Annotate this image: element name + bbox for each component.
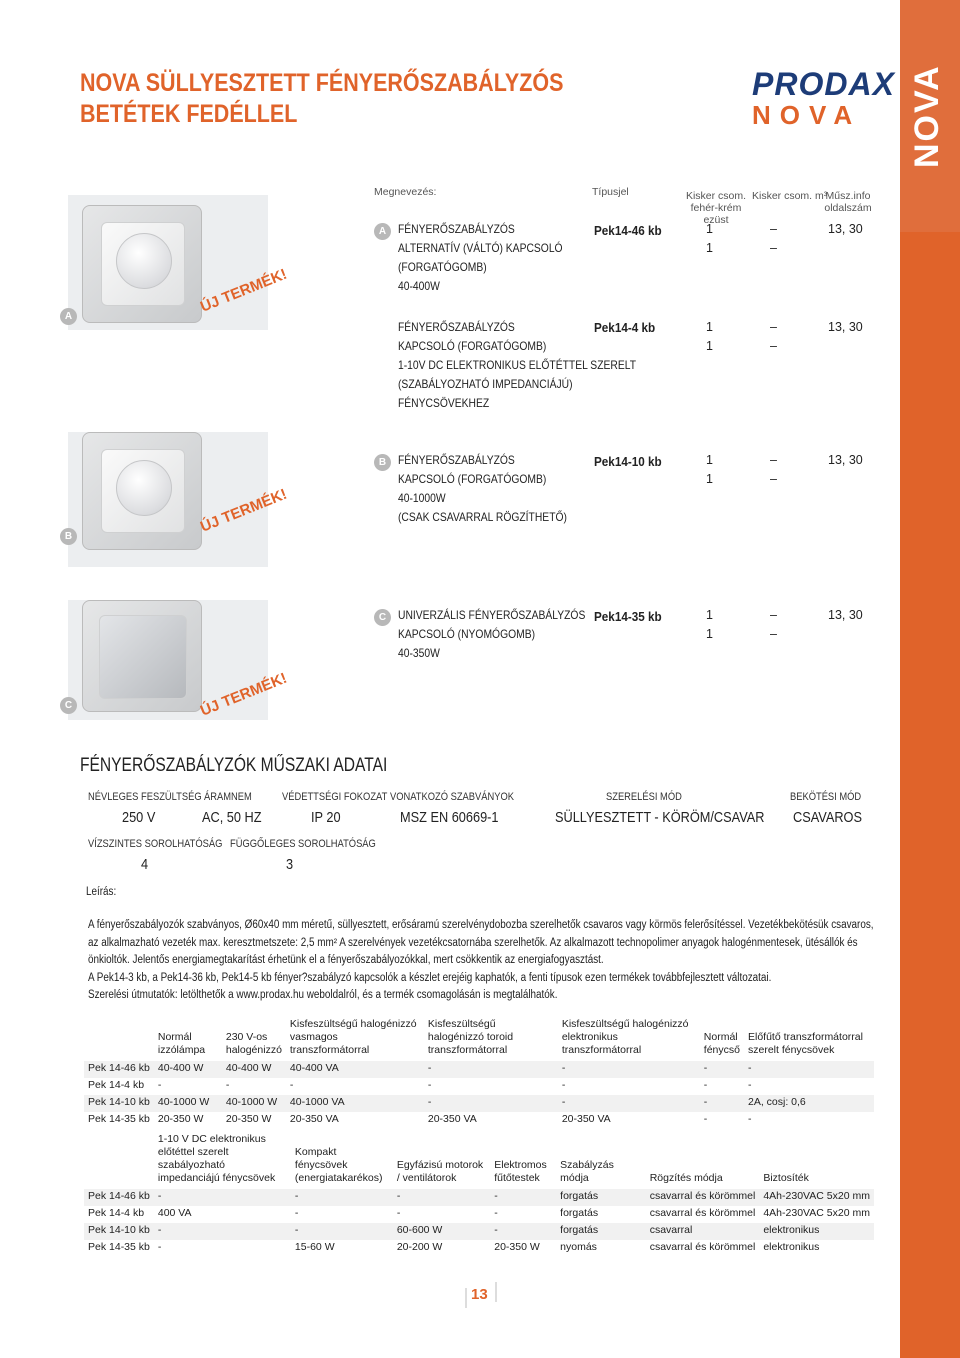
table-row: Pek 14-10 kb 40-1000 W 40-1000 W 40-1000 VA - - - 2A, cosj: 0,6 [84,1095,874,1112]
spec-value: CSAVAROS [793,809,862,826]
page-number: 13 [458,1280,503,1310]
product-code: Pek14-10 kb [594,454,662,469]
product-qty: 1 1 [706,320,713,353]
load-table-2 [84,1132,874,1257]
new-product-tag: ÚJ TERMÉK! [198,669,290,720]
spec-header: NÉVLEGES FESZÜLTSÉG [88,791,202,803]
table-header-row: 1-10 V DC elektronikus előtéttel szerelt szabályozható impedanciájú fénycsövek Kompakt fénycsövek (energiatakarékos) Egyfázisú motorok / ventilátorok Elektromos fűtőtestek Szabályzás módja Rögzítés módja Biztosíték [157,1133,809,1184]
table-row: Pek 14-4 kb - - - - - - - [88,1079,752,1091]
product-qty: 1 1 [706,608,713,641]
product-page: 13, 30 [828,453,863,467]
product-photo-b [68,432,268,567]
col-page-header: Műsz.info oldalszám [824,190,872,214]
knob-icon [116,460,172,516]
specs-title: FÉNYERŐSZABÁLYZÓK MŰSZAKI ADATAI [80,755,388,776]
spec-value: AC, 50 HZ [202,809,262,826]
spec-header: VÉDETTSÉGI FOKOZAT [282,791,388,803]
table-row: Pek 14-46 kb - - - - forgatás csavarral és körömmel 4Ah-230VAC 5x20 mm [84,1189,874,1206]
table-row: Pek 14-4 kb 400 VA - - - forgatás csavarral és körömmel 4Ah-230VAC 5x20 mm [88,1207,870,1219]
description-text: A fényerőszabályozók szabványos, Ø60x40 mm méretű, süllyesztett, erősáramú szerelvénydobozba szerelhetők csavaros vagy körmös felerősítéssel. Vezetékbekötésük csavaros, az alkalmazható vezeték max. keresztmetszete: 2,5 mm² A szerelvények vezetékcsatornába szerelhetők. Az alkalmazott technopolimer anyagok halogénmentesek, ütésállók és önkioltók. Jelentős energiamegtakarítást érhetünk el a fényerőszabályozókkal, mert csökkentik az energiafogyasztást. A Pek14-3 kb, a Pek14-36 kb, Pek14-5 kb fényer?szabályzó kapcsolók a készlet erejéig kaphatók, a fenti típusok ezen termékek továbbfejlesztett változatai. Szerelési útmutatók: letölthetők a www.prodax.hu weboldalról, és a termék csomagolásán is megtalálhatók. [88,919,874,1001]
spec-value: SÜLLYESZTETT - KÖRÖM/CSAVAR [555,809,765,826]
page-title: NOVA SÜLLYESZTETT FÉNYERŐSZABÁLYZÓS BETÉTEK FEDÉLLEL [80,69,564,128]
product-code: Pek14-35 kb [594,609,662,624]
spec-header: ÁRAMNEM [204,791,252,803]
table-row: Pek 14-46 kb 40-400 W 40-400 W 40-400 VA - - - - [84,1061,874,1078]
side-tab-label: NOVA [908,64,946,168]
col-retail2-header: Kisker csom. m³ [752,190,828,202]
product-marker-a: A [374,223,391,240]
col-type-header: Típusjel [592,186,629,198]
product-dash: – – [770,222,777,255]
product-marker-c: C [374,609,391,626]
product-qty: 1 1 [706,222,713,255]
product-description: FÉNYERŐSZABÁLYZÓS KAPCSOLÓ (FORGATÓGOMB) 1-10V DC ELEKTRONIKUS ELŐTÉTTEL SZERELT (SZABÁLYOZHATÓ IMPEDANCIÁJÚ) FÉNYCSÖVEKHEZ [398,320,637,410]
product-description: FÉNYERŐSZABÁLYZÓS KAPCSOLÓ (FORGATÓGOMB) 40-1000W (CSAK CSAVARRAL RÖGZÍTHETŐ) [398,453,567,524]
spec-value: 3 [286,856,294,873]
spec-header: FÜGGŐLEGES SOROLHATÓSÁG [230,838,376,850]
product-dash: – – [770,320,777,353]
product-photo-a [68,195,268,330]
spec-value: IP 20 [311,809,341,826]
spec-value: 4 [141,856,149,873]
description-label: Leírás: [86,886,117,898]
photo-label-c: C [60,697,77,714]
product-dash: – – [770,453,777,486]
knob-icon [116,233,172,289]
product-dash: – – [770,608,777,641]
spec-value: 250 V [122,809,156,826]
side-tab [900,0,960,232]
product-code: Pek14-46 kb [594,223,662,238]
spec-value: MSZ EN 60669-1 [400,809,499,826]
table-header-row: Normál izzólámpa 230 V-os halogénizzó Kisfeszültségű halogénizzó vasmagos transzformátorral Kisfeszültségű halogénizzó toroid transzformátorral Kisfeszültségű halogénizzó elektronikus transzformátorral Normál fénycső Előfűtő transzformátorral szerelt fénycsövek [157,1018,863,1056]
spec-header: VÍZSZINTES SOROLHATÓSÁG [88,838,223,850]
spec-header: VONATKOZÓ SZABVÁNYOK [390,791,515,803]
product-page: 13, 30 [828,320,863,334]
load-table-1 [84,1017,874,1129]
logo-nova: NOVA [752,100,862,130]
logo-prodax: PRODAX [752,66,895,102]
product-code: Pek14-4 kb [594,320,656,335]
table-row: Pek 14-35 kb 20-350 W 20-350 W 20-350 VA 20-350 VA 20-350 VA - - [88,1113,752,1125]
table-row: Pek 14-10 kb - - 60-600 W - forgatás csavarral elektronikus [84,1223,874,1240]
product-page: 13, 30 [828,608,863,622]
table-row: Pek 14-35 kb - 15-60 W 20-200 W 20-350 W nyomás csavarral és körömmel elektronikus [88,1241,820,1253]
col-retail1-header: Kisker csom. fehér-krém ezüst [685,190,747,226]
product-qty: 1 1 [706,453,713,486]
product-description: FÉNYERŐSZABÁLYZÓS ALTERNATÍV (VÁLTÓ) KAPCSOLÓ (FORGATÓGOMB) 40-400W [398,222,563,293]
product-description: UNIVERZÁLIS FÉNYERŐSZABÁLYZÓS KAPCSOLÓ (NYOMÓGOMB) 40-350W [398,608,586,660]
spec-header: BEKÖTÉSI MÓD [790,791,862,803]
photo-label-a: A [60,308,77,325]
photo-label-b: B [60,528,77,545]
col-name-header: Megnevezés: [374,186,437,198]
new-product-tag: ÚJ TERMÉK! [198,265,290,316]
product-page: 13, 30 [828,222,863,236]
new-product-tag: ÚJ TERMÉK! [198,485,290,536]
product-marker-b: B [374,454,391,471]
spec-header: SZERELÉSI MÓD [606,791,682,803]
